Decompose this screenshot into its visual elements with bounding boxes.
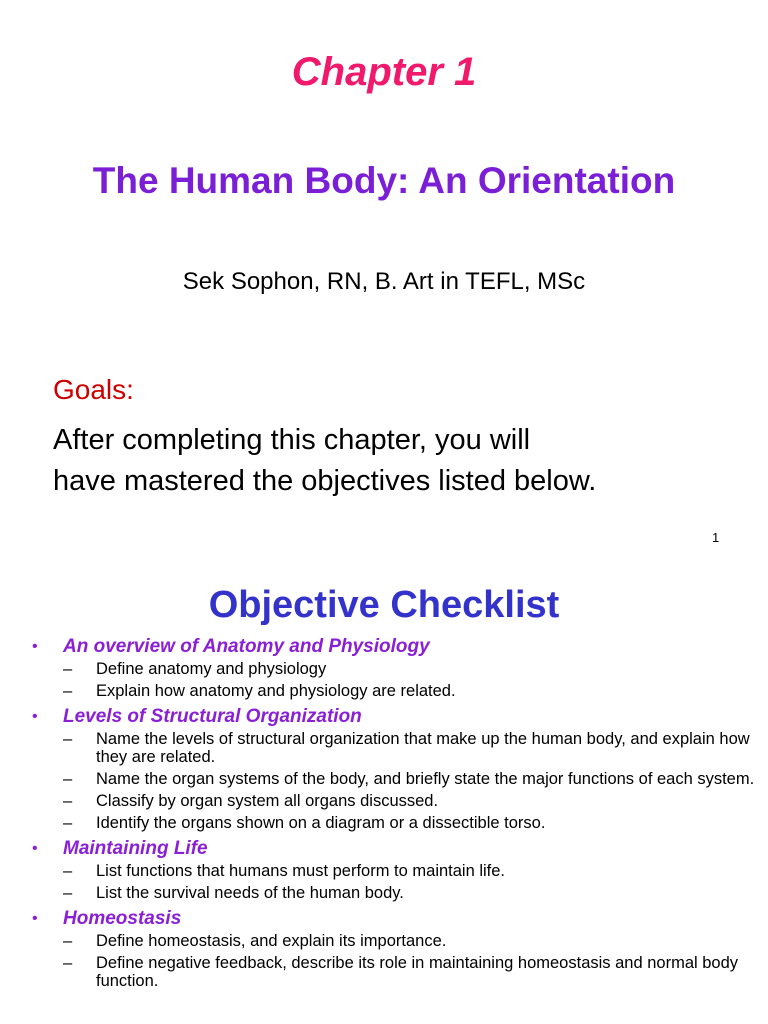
objective-text: Explain how anatomy and physiology are related.	[96, 682, 456, 700]
objective-item	[63, 932, 768, 950]
objective-items	[63, 730, 768, 832]
dash-marker: –	[63, 954, 73, 972]
bullet-marker: •	[32, 708, 38, 725]
section-heading: Homeostasis	[63, 908, 182, 929]
chapter-title: Chapter 1	[291, 50, 477, 94]
objective-items	[63, 932, 768, 990]
bullet-marker: •	[32, 840, 38, 857]
author-credit: Sek Sophon, RN, B. Art in TEFL, MSc	[182, 268, 586, 295]
checklist-title: Objective Checklist	[208, 584, 560, 626]
checklist-section	[0, 706, 768, 832]
objective-items	[63, 862, 768, 902]
page-number: 1	[712, 530, 720, 545]
objective-text: List functions that humans must perform to maintain life.	[96, 862, 506, 880]
goals-label: Goals:	[53, 374, 134, 405]
objective-text: List the survival needs of the human body.	[96, 884, 404, 902]
section-heading: An overview of Anatomy and Physiology	[63, 636, 430, 657]
section-heading: Maintaining Life	[63, 838, 208, 859]
objective-item	[63, 862, 768, 880]
chapter-subtitle: The Human Body: An Orientation	[92, 160, 676, 201]
objective-text: Name the organ systems of the body, and briefly state the major functions of each system.	[96, 770, 755, 788]
objective-text: Classify by organ system all organs discussed.	[96, 792, 439, 810]
dash-marker: –	[63, 814, 73, 832]
dash-marker: –	[63, 682, 73, 700]
checklist-section	[0, 636, 768, 700]
checklist-section	[0, 908, 768, 990]
objective-item	[63, 954, 768, 990]
goals-line: have mastered the objectives listed below.	[53, 465, 597, 497]
dash-marker: –	[63, 884, 73, 902]
objective-item	[63, 660, 768, 678]
objective-item	[63, 770, 768, 788]
dash-marker: –	[63, 660, 73, 678]
objective-item	[63, 730, 768, 766]
objective-text: Define homeostasis, and explain its importance.	[96, 932, 447, 950]
objective-text: Name the levels of structural organization that make up the human body, and explain how they are related.	[96, 730, 750, 766]
objective-text: Define negative feedback, describe its role in maintaining homeostasis and normal body function.	[96, 954, 739, 990]
goals-text	[53, 420, 743, 502]
goals-line: After completing this chapter, you will	[53, 424, 531, 456]
dash-marker: –	[63, 792, 73, 810]
dash-marker: –	[63, 932, 73, 950]
bullet-marker: •	[32, 910, 38, 927]
objective-item	[63, 792, 768, 810]
dash-marker: –	[63, 730, 73, 748]
checklist-section	[0, 838, 768, 902]
dash-marker: –	[63, 770, 73, 788]
objective-text: Define anatomy and physiology	[96, 660, 327, 678]
objective-checklist	[0, 636, 768, 996]
objective-items	[63, 660, 768, 700]
objective-text: Identify the organs shown on a diagram or a dissectible torso.	[96, 814, 546, 832]
section-heading: Levels of Structural Organization	[63, 706, 362, 727]
objective-item	[63, 884, 768, 902]
objective-item	[63, 814, 768, 832]
objective-checklist-slide	[0, 560, 768, 1024]
objective-item	[63, 682, 768, 700]
bullet-marker: •	[32, 638, 38, 655]
dash-marker: –	[63, 862, 73, 880]
